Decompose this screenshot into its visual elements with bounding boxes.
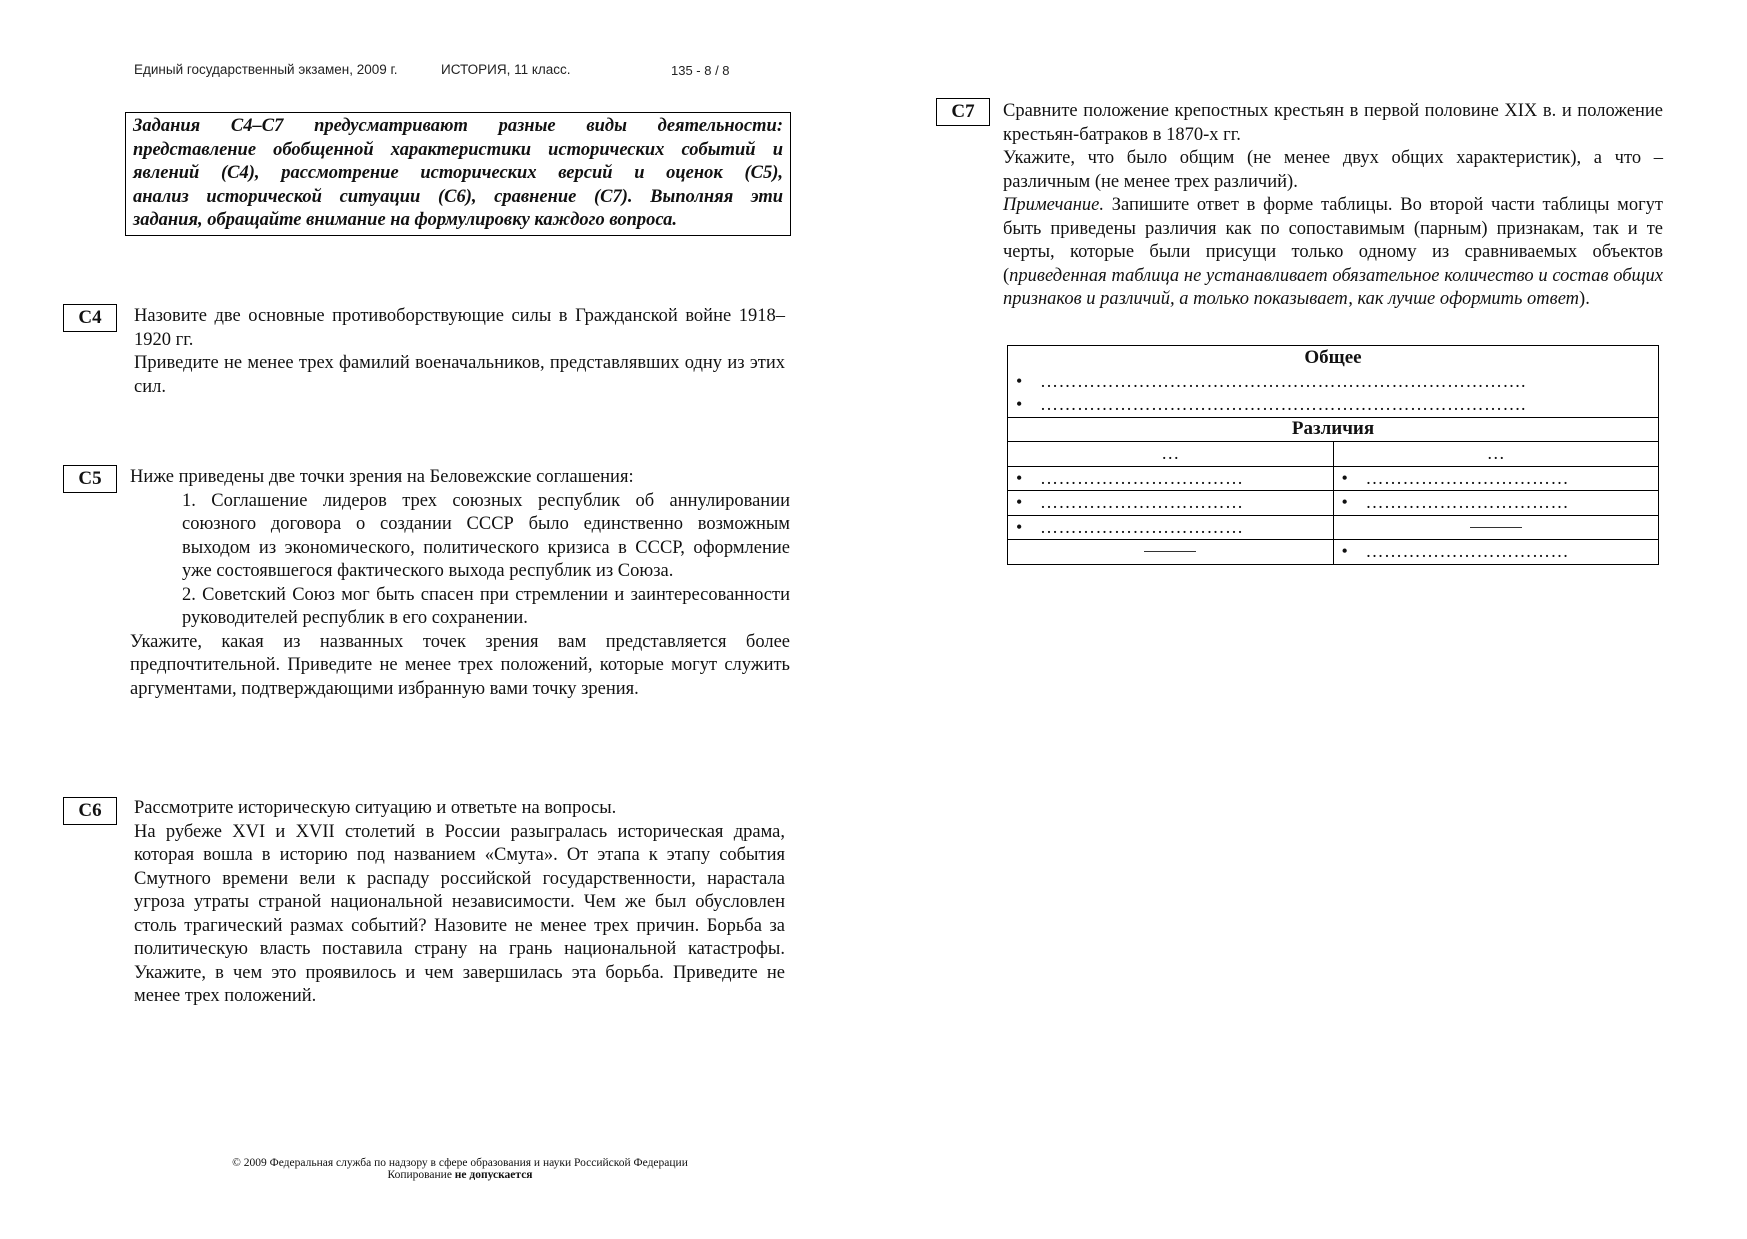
diff-column-header: … bbox=[1008, 442, 1334, 467]
answer-dots: …………………………… bbox=[1365, 492, 1569, 513]
answer-dots: ……………………………………………………………………. bbox=[1040, 370, 1526, 391]
bullet-icon: • bbox=[1016, 467, 1023, 488]
note-label: Примечание. bbox=[1003, 195, 1104, 215]
diff-cell bbox=[1008, 466, 1334, 491]
instructions-line: представление обобщенной характеристики исторических событий и bbox=[133, 139, 783, 160]
task-label-c7: С7 bbox=[936, 98, 990, 126]
answer-dots: …………………………… bbox=[1040, 467, 1244, 488]
instructions-line: задания, обращайте внимание на формулировку каждого вопроса. bbox=[133, 210, 677, 230]
footer bbox=[160, 1157, 760, 1181]
answer-dots: …………………………… bbox=[1365, 541, 1569, 562]
differences-header: Различия bbox=[1008, 417, 1659, 442]
diff-cell-empty bbox=[1008, 540, 1334, 565]
bullet-icon: • bbox=[1341, 467, 1348, 488]
note-italic: приведенная таблица не устанавливает обязательное количество и состав общих признаков и различий, а только показывает, как лучше оформить ответ bbox=[1003, 265, 1663, 309]
comparison-table bbox=[1007, 345, 1659, 565]
task-c5-text bbox=[130, 466, 790, 701]
footer-copy-note bbox=[160, 1169, 760, 1181]
answer-dots: …………………………… bbox=[1040, 516, 1244, 537]
task-c4-question-1: Назовите две основные противоборствующие силы в Гражданской войне 1918–1920 гг. bbox=[134, 306, 785, 350]
diff-cell bbox=[1333, 540, 1659, 565]
bullet-icon: • bbox=[1016, 516, 1023, 537]
instructions-line: Задания С4–С7 предусматривают разные виды деятельности: bbox=[133, 116, 783, 136]
note-end: ). bbox=[1579, 289, 1590, 309]
answer-dots: …………………………… bbox=[1040, 492, 1244, 513]
task-c5-view-2: 2. Советский Союз мог быть спасен при стремлении и заинтересованности руководителей республик в его сохранении. bbox=[182, 584, 790, 628]
answer-dots: …………………………… bbox=[1365, 467, 1569, 488]
footer-copy-prefix: Копирование bbox=[387, 1169, 455, 1181]
bullet-icon: • bbox=[1016, 370, 1023, 391]
common-row bbox=[1008, 393, 1659, 417]
task-c6-situation: На рубеже XVI и XVII столетий в России разыгралась историческая драма, которая вошла в историю под названием «Смута». От этапа к этапу события Смутного времени вели к распаду российской государственности, нарастала угроза утраты страной национальной независимости. Чем же был обусловлен столь трагический размах событий? Назовите не менее трех причин. Борьба за политическую власть поставила страну на грань национальной катастрофы. Укажите, в чем это проявилось и чем завершилась эта борьба. Приведите не менее трех положений. bbox=[134, 821, 785, 1006]
footer-copy-bold: не допускается bbox=[454, 1169, 533, 1181]
task-c6-text bbox=[134, 797, 785, 1009]
task-c4-question-2: Приведите не менее трех фамилий военачальников, представлявших одну из этих сил. bbox=[134, 353, 785, 397]
diff-cell-empty bbox=[1333, 515, 1659, 540]
instructions-line: явлений (С4), рассмотрение исторических версий и оценок (С5), bbox=[133, 163, 783, 183]
instructions-line: анализ исторической ситуации (С6), сравнение (С7). Выполняя эти bbox=[133, 186, 783, 207]
diff-column-header: … bbox=[1333, 442, 1659, 467]
diff-cell bbox=[1008, 491, 1334, 516]
task-c5-intro: Ниже приведены две точки зрения на Беловежские соглашения: bbox=[130, 467, 634, 487]
diff-cell bbox=[1333, 491, 1659, 516]
footer-copyright: © 2009 Федеральная служба по надзору в сфере образования и науки Российской Федерации bbox=[232, 1157, 688, 1169]
exam-title: Единый государственный экзамен, 2009 г. bbox=[134, 62, 398, 77]
page-number: 135 - 8 / 8 bbox=[671, 63, 730, 78]
common-row bbox=[1008, 370, 1659, 394]
common-header: Общее bbox=[1008, 346, 1659, 370]
answer-dots: ……………………………………………………………………. bbox=[1040, 394, 1526, 415]
task-c7-question-1: Сравните положение крепостных крестьян в первой половине XIX в. и положение крестьян-батраков в 1870-х гг. bbox=[1003, 101, 1663, 145]
bullet-icon: • bbox=[1341, 492, 1348, 513]
instructions-box bbox=[125, 112, 791, 236]
task-c5-view-1: 1. Соглашение лидеров трех союзных республик об аннулировании союзного договора о создании СССР было единственно возможным выходом из экономического, политического кризиса в СССР, оформление уже состоявшегося фактического выхода республик из Союза. bbox=[182, 490, 790, 581]
task-label-c6: С6 bbox=[63, 797, 117, 825]
dash-icon bbox=[1470, 527, 1522, 528]
task-c5-question: Укажите, какая из названных точек зрения вам представляется более предпочтительной. Приведите не менее трех положений, которые могут служить аргументами, подтверждающими избранную вами точку зрения. bbox=[130, 631, 790, 699]
task-label-c5: С5 bbox=[63, 465, 117, 493]
dash-icon bbox=[1144, 551, 1196, 552]
task-c7-text bbox=[1003, 100, 1663, 312]
diff-cell bbox=[1008, 515, 1334, 540]
task-c6-instruction: Рассмотрите историческую ситуацию и ответьте на вопросы. bbox=[134, 798, 617, 818]
bullet-icon: • bbox=[1016, 394, 1023, 415]
note-text: Запишите ответ в форме таблицы. Во второй части таблицы могут быть приведены различия как по сопоставимым (парным) признакам, так и те черты, которые были присущи только одному из сравниваемых объектов ( bbox=[1003, 195, 1663, 286]
bullet-icon: • bbox=[1016, 492, 1023, 513]
task-c7-note bbox=[1003, 194, 1663, 312]
task-c4-text bbox=[134, 305, 785, 399]
subject-title: ИСТОРИЯ, 11 класс. bbox=[441, 62, 571, 77]
bullet-icon: • bbox=[1341, 541, 1348, 562]
diff-cell bbox=[1333, 466, 1659, 491]
task-label-c4: С4 bbox=[63, 304, 117, 332]
task-c7-question-2: Укажите, что было общим (не менее двух общих характеристик), а что – различным (не менее трех различий). bbox=[1003, 148, 1663, 192]
